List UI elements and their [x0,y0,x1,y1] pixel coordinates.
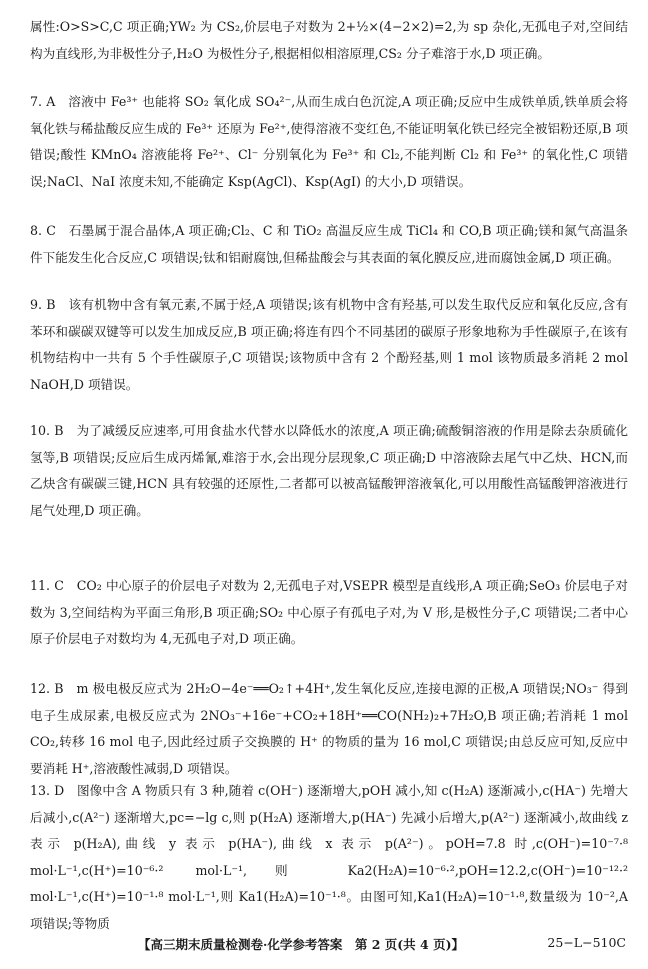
paragraph-6-continued: 属性:O>S>C,C 项正确;YW₂ 为 CS₂,价层电子对数为 2+½×(4−2×2)=2,为 sp 杂化,无孤电子对,空间结构为直线形,为非极性分子,H₂O 为极性分子,根据相似相溶原理,CS₂ 分子难溶于水,D 项正确。 [30,19,628,61]
paragraph-8: 8. C 石墨属于混合晶体,A 项正确;Cl₂、C 和 TiO₂ 高温反应生成 TiCl₄ 和 CO,B 项正确;镁和氮气高温条件下能发生化合反应,C 项错误;钛和铝耐腐蚀,但稀盐酸会与其表面的氧化膜反应,进而腐蚀金属,D 项正确。 [30,223,628,265]
paragraph-12: 12. B m 极电极反应式为 2H₂O−4e⁻══O₂↑+4H⁺,发生氧化反应,连接电源的正极,A 项错误;NO₃⁻ 得到电子生成尿素,电极反应式为 2NO₃⁻+16e⁻+CO₂+18H⁺══CO(NH₂)₂+7H₂O,B 项正确;若消耗 1 mol CO₂,转移 16 mol 电子,因此经过质子交换膜的 H⁺ 的物质的量为 16 mol,C 项错误;由总反应可知,反应中要消耗 H⁺,溶液酸性减弱,D 项错误。 [30,681,628,776]
paragraph-11: 11. C CO₂ 中心原子的价层电子对数为 2,无孤电子对,VSEPR 模型是直线形,A 项正确;SeO₃ 价层电子对数为 3,空间结构为平面三角形,B 项正确;SO₂ 中心原子有孤电子对,为 V 形,是极性分子,C 项错误;二者中心原子价层电子对数均为 4,无孤电子对,D 项正确。 [30,578,628,646]
paragraph-9: 9. B 该有机物中含有氧元素,不属于烃,A 项错误;该有机物中含有羟基,可以发生取代反应和氧化反应,含有苯环和碳碳双键等可以发生加成反应,B 项正确;将连有四个不同基团的碳原子形象地称为手性碳原子,在该有机物结构中一共有 5 个手性碳原子,C 项错误;该物质中含有 2 个酚羟基,则 1 mol 该物质最多消耗 2 mol NaOH,D 项错误。 [30,297,628,392]
footer-code: 25−L−510C [547,935,626,950]
footer-title: 【高三期末质量检测卷·化学参考答案 第 2 页(共 4 页)】 [138,937,464,952]
paragraph-7: 7. A 溶液中 Fe³⁺ 也能将 SO₂ 氧化成 SO₄²⁻,从而生成白色沉淀,A 项正确;反应中生成铁单质,铁单质会将氧化铁与稀盐酸反应生成的 Fe³⁺ 还原为 Fe²⁺,使得溶液不变红色,不能证明氧化铁已经完全被铝粉还原,B 项错误;酸性 KMnO₄ 溶液能将 Fe²⁺、Cl⁻ 分别氧化为 Fe³⁺ 和 Cl₂,不能判断 Cl₂ 和 Fe³⁺ 的氧化性,C 项错误;NaCl、NaI 浓度未知,不能确定 Ksp(AgCl)、Ksp(AgI) 的大小,D 项错误。 [30,94,628,189]
paragraph-13: 13. D 图像中含 A 物质只有 3 种,随着 c(OH⁻) 逐渐增大,pOH 减小,知 c(H₂A) 逐渐减小,c(HA⁻) 先增大后减小,c(A²⁻) 逐渐增大,pc=−lg c,则 p(H₂A) 逐渐增大,p(HA⁻) 先减小后增大,p(A²⁻) 逐渐减小,故曲线 z 表示 p(H₂A),曲线 y 表示 p(HA⁻),曲线 x 表示 p(A²⁻)。pOH=7.8 时,c(OH⁻)=10⁻⁷·⁸ mol·L⁻¹,c(H⁺)=10⁻⁶·² mol·L⁻¹,则 Ka2(H₂A)=10⁻⁶·²,pOH=12.2,c(OH⁻)=10⁻¹²·² mol·L⁻¹,c(H⁺)=10⁻¹·⁸ mol·L⁻¹,则 Ka1(H₂A)=10⁻¹·⁸。由图可知,Ka1(H₂A)=10⁻¹·⁸,数量级为 10⁻²,A 项错误;等物质 [30,783,628,931]
paragraph-10: 10. B 为了减缓反应速率,可用食盐水代替水以降低水的浓度,A 项正确;硫酸铜溶液的作用是除去杂质硫化氢等,B 项错误;反应后生成丙烯氰,难溶于水,会出现分层现象,C 项正确;D 中溶液除去尾气中乙炔、HCN,而乙炔含有碳碳三键,HCN 具有较强的还原性,二者都可以被高锰酸钾溶液氧化,可以用酸性高锰酸钾溶液进行尾气处理,D 项正确。 [30,423,628,518]
page-footer [0,935,648,957]
